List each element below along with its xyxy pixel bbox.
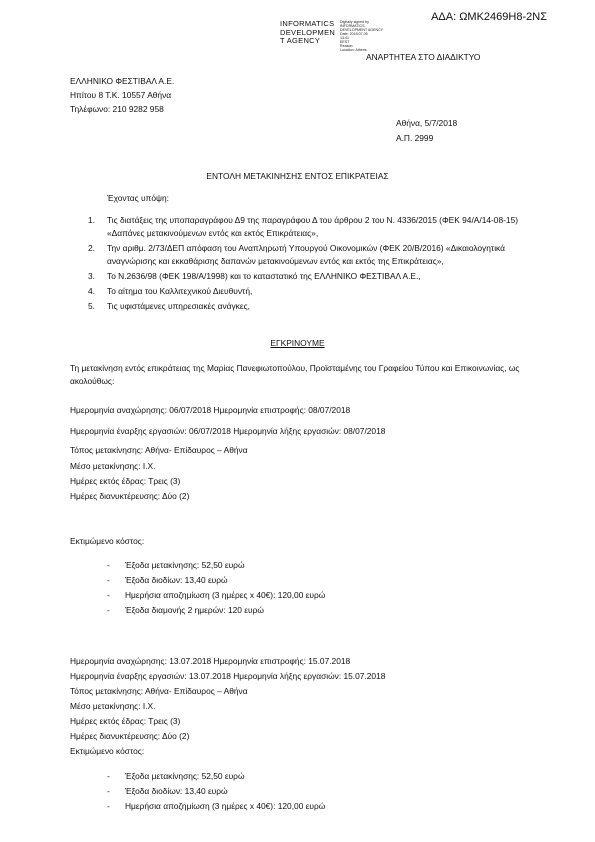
item-text: Το Ν.2636/98 (ΦΕΚ 198/Α/1998) και το καταστατικό της ΕΛΛΗΝΙΚΟ ΦΕΣΤΙΒΑΛ Α.Ε., bbox=[107, 271, 421, 282]
item-number: 5. bbox=[88, 301, 95, 312]
stamp-detail: EEST bbox=[340, 39, 350, 44]
trip1-cost-item bbox=[107, 560, 244, 571]
intro-text: Έχοντας υπόψη: bbox=[107, 193, 169, 203]
item-text: Το αίτημα του Καλλιτεχνικού Διευθυντή, bbox=[107, 286, 253, 297]
posted-label: ΑΝΑΡΤΗΤΕΑ ΣΤΟ ΔΙΑΔΙΚΤΥΟ bbox=[366, 52, 481, 62]
bullet-dash: - bbox=[107, 771, 110, 781]
bullet-dash: - bbox=[107, 560, 110, 570]
trip1-cost-item bbox=[107, 605, 264, 616]
trip1-cost-item bbox=[107, 575, 228, 586]
trip1-place: Τόπος μετακίνησης: Αθήνα- Επίδαυρος – Αθήνα bbox=[70, 445, 248, 455]
item-number: 2. bbox=[88, 243, 95, 254]
sender-block bbox=[70, 76, 174, 118]
bullet-dash: - bbox=[107, 590, 110, 600]
item-text: Τις υφιστάμενες υπηρεσιακές ανάγκες, bbox=[107, 301, 250, 312]
trip2-days-out: Ημέρες εκτός έδρας: Τρεις (3) bbox=[70, 716, 181, 726]
list-item bbox=[88, 300, 548, 313]
trip2-place: Τόπος μετακίνησης: Αθήνα- Επίδαυρος – Αθήνα bbox=[70, 686, 248, 696]
trip1-cost-item bbox=[107, 590, 325, 601]
stamp-line: DEVELOPMEN bbox=[280, 27, 336, 37]
cost-text: Έξοδα μετακίνησης: 52,50 ευρώ bbox=[125, 771, 245, 781]
bullet-dash: - bbox=[107, 786, 110, 796]
bullet-dash: - bbox=[107, 801, 110, 811]
trip1-cost-label: Εκτιμώμενο κόστος: bbox=[70, 536, 145, 546]
signature-stamp-org bbox=[280, 20, 335, 46]
bullet-dash: - bbox=[107, 605, 110, 615]
item-number: 3. bbox=[88, 271, 95, 282]
list-item bbox=[88, 270, 548, 283]
list-item bbox=[88, 214, 548, 240]
sender-address: Ηπίτου 8 Τ.Κ. 10557 Αθήνα bbox=[70, 89, 172, 100]
trip2-cost-label: Εκτιμώμενο κόστος: bbox=[70, 746, 145, 756]
considerations-list bbox=[88, 214, 548, 315]
approve-label: ΕΓΚΡΙΝΟΥΜΕ bbox=[270, 338, 325, 348]
list-item bbox=[88, 242, 548, 268]
protocol-number: Α.Π. 2999 bbox=[396, 132, 434, 143]
stamp-detail: DEVELOPMENT AGENCY bbox=[340, 27, 384, 32]
cost-text: Έξοδα διοδίων: 13,40 ευρώ bbox=[125, 786, 228, 796]
ada-code: ΑΔΑ: ΩΜΚ2469Η8-2ΝΣ bbox=[431, 11, 547, 23]
approve-heading bbox=[0, 338, 595, 349]
trip1-means: Μέσο μετακίνησης: Ι.Χ. bbox=[70, 461, 156, 471]
body-paragraph: Τη μετακίνηση εντός επικράτειας της Μαρίας Πανεφιωτοπούλου, Προϊσταμένης του Γραφείου Τύπου και Επικοινωνίας, ως ακολούθως: bbox=[70, 363, 520, 387]
trip2-means: Μέσο μετακίνησης: Ι.Χ. bbox=[70, 701, 156, 711]
cost-text: Ημερήσια αποζημίωση (3 ημέρες x 40€): 120,00 ευρώ bbox=[125, 590, 326, 600]
cost-text: Έξοδα διαμονής 2 ημερών: 120 ευρώ bbox=[125, 605, 264, 615]
list-item bbox=[88, 285, 548, 298]
item-number: 4. bbox=[88, 286, 95, 297]
stamp-detail: Location: Athens bbox=[340, 47, 367, 52]
trip2-dates-line: Ημερομηνία αναχώρησης: 13.07.2018 Ημερομηνία επιστροφής: 15.07.2018 bbox=[70, 656, 351, 666]
stamp-detail: Reason: bbox=[340, 43, 354, 48]
trip2-nights: Ημέρες διανυκτέρευσης: Δύο (2) bbox=[70, 731, 190, 741]
trip2-cost-item bbox=[107, 801, 325, 812]
document-title: ΕΝΤΟΛΗ ΜΕΤΑΚΙΝΗΣΗΣ ΕΝΤΟΣ ΕΠΙΚΡΑΤΕΙΑΣ bbox=[206, 171, 389, 181]
cost-text: Έξοδα διοδίων: 13,40 ευρώ bbox=[125, 575, 228, 585]
trip2-cost-item bbox=[107, 771, 244, 782]
signature-stamp-details bbox=[340, 21, 383, 53]
sender-phone: Τηλέφωνο: 210 9282 958 bbox=[70, 103, 164, 114]
trip1-work-dates-line: Ημερομηνία έναρξης εργασιών: 06/07/2018 Ημερομηνία λήξης εργασιών: 08/07/2018 bbox=[70, 426, 386, 436]
stamp-detail: Digitally signed by bbox=[340, 20, 369, 24]
stamp-line: T AGENCY bbox=[280, 36, 321, 46]
cost-text: Έξοδα μετακίνησης: 52,50 ευρώ bbox=[125, 560, 245, 570]
stamp-detail: 13:41 bbox=[340, 35, 349, 40]
stamp-detail: INFORMATICS bbox=[340, 23, 365, 28]
cost-text: Ημερήσια αποζημίωση (3 ημέρες x 40€): 120,00 ευρώ bbox=[125, 801, 326, 811]
date-block bbox=[396, 118, 457, 148]
trip2-work-dates-line: Ημερομηνία έναρξης εργασιών: 13.07.2018 Ημερομηνία λήξης εργασιών: 15.07.2018 bbox=[70, 671, 386, 681]
trip2-cost-item bbox=[107, 786, 228, 797]
bullet-dash: - bbox=[107, 575, 110, 585]
sender-name: ΕΛΛΗΝΙΚΟ ΦΕΣΤΙΒΑΛ Α.Ε. bbox=[70, 76, 175, 86]
trip1-dates-line: Ημερομηνία αναχώρησης: 06/07/2018 Ημερομηνία επιστροφής: 08/07/2018 bbox=[70, 405, 351, 415]
item-text: Τις διατάξεις της υποπαραγράφου Δ9 της παραγράφου Δ του άρθρου 2 του Ν. 4336/2015 (ΦΕΚ 94/Α/14-08-15) «Δαπάνες μετακινούμενων εντός και εκτός Επικράτειας», bbox=[107, 215, 519, 239]
stamp-line: INFORMATICS bbox=[280, 19, 335, 28]
item-number: 1. bbox=[88, 215, 95, 225]
stamp-detail: Date: 2018.07.05 bbox=[340, 31, 368, 36]
item-text: Την αριθμ. 2/73/ΔΕΠ απόφαση του Αναπληρωτή Υπουργού Οικονομικών (ΦΕΚ 20/Β/2016) «Δικαιολογητικά αναγνώρισης και εκκαθάρισης δαπανών μετακινούμενων εντός και εκτός της Επικράτειας», bbox=[107, 243, 505, 267]
document-date: Αθήνα, 5/7/2018 bbox=[396, 118, 458, 128]
trip1-days-out: Ημέρες εκτός έδρας: Τρεις (3) bbox=[70, 476, 181, 486]
trip1-nights: Ημέρες διανυκτέρευσης: Δύο (2) bbox=[70, 491, 190, 501]
